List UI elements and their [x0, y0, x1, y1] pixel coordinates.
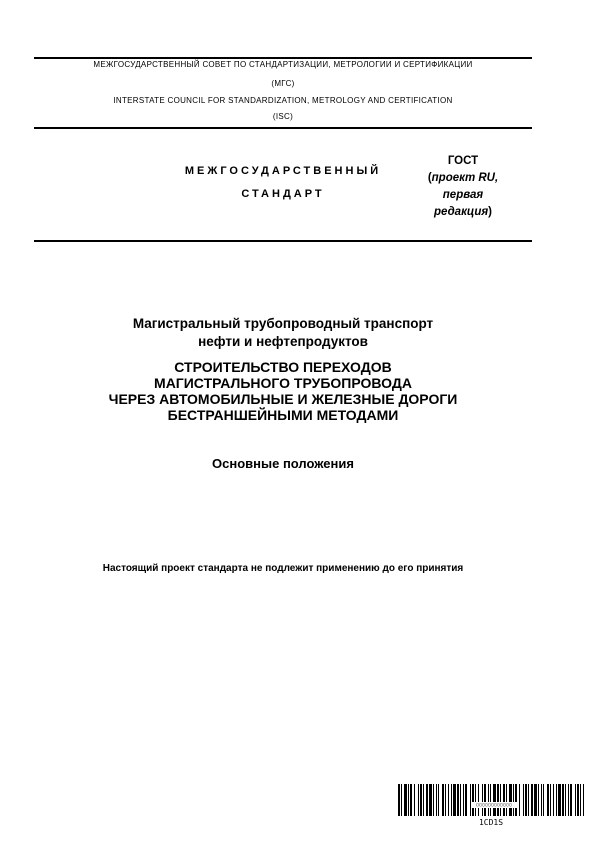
barcode-bar — [472, 784, 474, 816]
council-abbr-en: (ISC) — [272, 112, 294, 121]
barcode-bar — [401, 784, 402, 816]
barcode-bar — [568, 784, 569, 816]
barcode-bar — [404, 784, 407, 816]
barcode-bar — [484, 784, 486, 816]
barcode-bar — [543, 784, 544, 816]
barcode-bar — [490, 784, 491, 816]
barcode-bar — [442, 784, 444, 816]
barcode-bar — [433, 784, 434, 816]
council-name-en: INTERSTATE COUNCIL FOR STANDARDIZATION, METROLOGY AND CERTIFICATION — [113, 96, 453, 105]
barcode-bar — [538, 784, 539, 816]
barcode-bar — [445, 784, 446, 816]
main-title-line3: ЧЕРЕЗ АВТОМОБИЛЬНЫЕ И ЖЕЛЕЗНЫЕ ДОРОГИ — [108, 391, 458, 407]
barcode-bar — [478, 784, 479, 816]
barcode-bar — [553, 784, 554, 816]
domain-title-line2: нефти и нефтепродуктов — [198, 334, 368, 349]
standard-type-line2: СТАНДАРТ — [241, 188, 325, 200]
barcode-bars — [398, 784, 584, 816]
barcode-bar — [575, 784, 576, 816]
barcode-bar — [513, 784, 514, 816]
barcode-bar — [426, 784, 428, 816]
main-title-line2: МАГИСТРАЛЬНОГО ТРУБОПРОВОДА — [154, 375, 412, 391]
barcode-bar — [519, 784, 520, 816]
barcode — [398, 784, 584, 828]
barcode-bar — [436, 784, 437, 816]
barcode-bar — [463, 784, 464, 816]
barcode-bar — [410, 784, 412, 816]
barcode-bar — [448, 784, 449, 816]
barcode-bar — [562, 784, 564, 816]
title-area-rule — [34, 240, 532, 242]
standard-type-line1: МЕЖГОСУДАРСТВЕННЫЙ — [184, 165, 382, 177]
domain-title-line1: Магистральный трубопроводный транспорт — [132, 316, 434, 331]
barcode-bar — [547, 784, 549, 816]
barcode-bar — [453, 784, 456, 816]
top-rule — [34, 57, 532, 59]
barcode-bar — [429, 784, 432, 816]
barcode-bar — [531, 784, 533, 816]
barcode-bar — [488, 784, 489, 816]
barcode-inner-label: ▯▯▯▯▯▯▯▯▯▯▯▯ — [471, 802, 517, 808]
edition-close-paren: ) — [488, 206, 492, 218]
barcode-bar — [398, 784, 400, 816]
barcode-bar — [541, 784, 542, 816]
barcode-bar — [506, 784, 507, 816]
barcode-bar — [523, 784, 524, 816]
barcode-bar — [580, 784, 581, 816]
barcode-bar — [493, 784, 496, 816]
draft-notice: Настоящий проект стандарта не подлежит применению до его принятия — [102, 563, 464, 574]
barcode-bar — [534, 784, 537, 816]
barcode-bar — [565, 784, 566, 816]
barcode-bar — [438, 784, 439, 816]
barcode-bar — [556, 784, 557, 816]
edition-line2: первая — [442, 189, 484, 201]
barcode-bar — [583, 784, 584, 816]
main-title — [34, 359, 532, 423]
barcode-bar — [408, 784, 409, 816]
barcode-bar — [570, 784, 572, 816]
barcode-bar — [460, 784, 461, 816]
gost-label: ГОСТ — [447, 155, 479, 167]
barcode-bar — [482, 784, 483, 816]
domain-title — [34, 315, 532, 351]
main-title-line1: СТРОИТЕЛЬСТВО ПЕРЕХОДОВ — [174, 359, 392, 375]
gost-edition — [408, 170, 518, 221]
edition-open-paren: ( — [427, 172, 432, 184]
barcode-bar — [528, 784, 529, 816]
header-rule — [34, 127, 532, 129]
barcode-bar — [497, 784, 499, 816]
council-name-ru: МЕЖГОСУДАРСТВЕННЫЙ СОВЕТ ПО СТАНДАРТИЗАЦИИ, МЕТРОЛОГИИ И СЕРТИФИКАЦИИ — [93, 60, 473, 69]
barcode-bar — [414, 784, 415, 816]
council-abbr-ru: (МГС) — [271, 79, 295, 88]
subtitle: Основные положения — [212, 456, 354, 471]
barcode-bar — [470, 784, 471, 816]
barcode-bar — [503, 784, 505, 816]
edition-line3: редакция — [434, 206, 489, 218]
barcode-bar — [457, 784, 459, 816]
barcode-bar — [500, 784, 501, 816]
barcode-bar — [418, 784, 419, 816]
barcode-bar — [451, 784, 452, 816]
barcode-bar — [577, 784, 579, 816]
barcode-bar — [475, 784, 476, 816]
edition-line1: проект RU, — [431, 172, 499, 184]
barcode-number: 1CD1S — [478, 818, 504, 827]
barcode-bar — [515, 784, 517, 816]
barcode-bar — [420, 784, 422, 816]
barcode-bar — [558, 784, 561, 816]
barcode-bar — [550, 784, 551, 816]
main-title-line4: БЕСТРАНШЕЙНЫМИ МЕТОДАМИ — [167, 407, 399, 423]
barcode-bar — [525, 784, 527, 816]
barcode-bar — [509, 784, 512, 816]
barcode-bar — [465, 784, 467, 816]
barcode-bar — [423, 784, 424, 816]
